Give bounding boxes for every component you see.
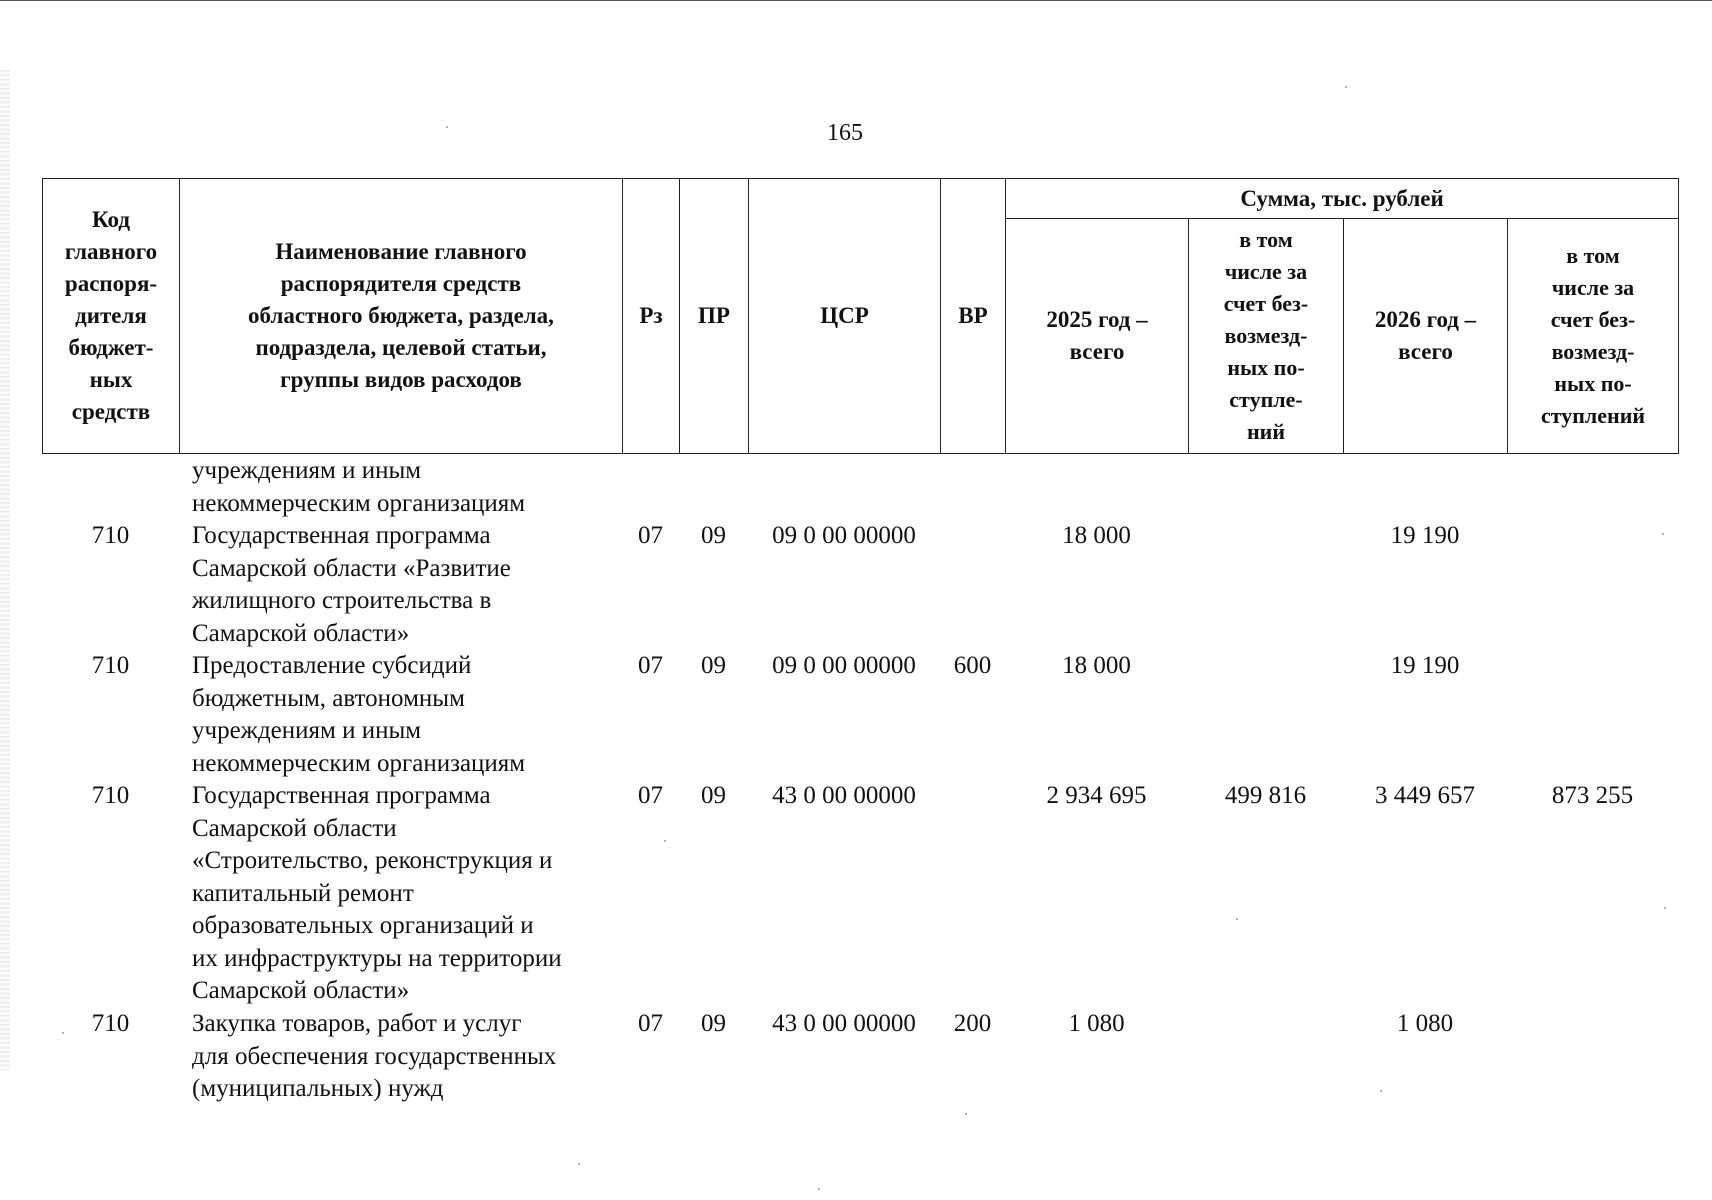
name-line: образовательных организаций и — [192, 912, 534, 939]
row-1-sum-2025: 18 000 — [1062, 522, 1131, 549]
name-line: жилищного строительства в — [192, 587, 492, 614]
scan-speck — [664, 840, 666, 842]
name-line: для обеспечения государственных — [192, 1042, 557, 1070]
row-1-name — [192, 520, 624, 650]
name-line: учреждениям и иным — [192, 457, 422, 484]
scan-speck — [62, 1032, 64, 1034]
row-2-sum-2025: 18 000 — [1062, 652, 1131, 679]
name-line: капитальный ремонт — [192, 879, 414, 907]
page-number: 165 — [827, 120, 863, 146]
row-1-pr: 09 — [701, 522, 726, 549]
row-2-name — [192, 650, 624, 780]
row-4-sum-2025: 1 080 — [1068, 1010, 1125, 1037]
scan-speck — [1345, 86, 1347, 88]
row-1-csr: 09 0 00 00000 — [772, 522, 916, 549]
header-sum-2025-free: в том числе за счет без- возмезд- ных по- ступле- ний — [1189, 219, 1344, 454]
name-line: их инфраструктуры на территории — [192, 944, 562, 972]
row-3-csr: 43 0 00 00000 — [772, 782, 916, 809]
scan-speck — [818, 1188, 820, 1190]
header-sum-group: Сумма, тыс. рублей — [1006, 179, 1679, 219]
header-csr: ЦСР — [749, 179, 941, 454]
row-4-sum-2026: 1 080 — [1396, 1010, 1454, 1037]
name-line: некоммерческим организациям — [192, 749, 526, 777]
scan-speck — [1380, 1090, 1382, 1092]
row-2-sum-2026: 19 190 — [1390, 652, 1460, 679]
header-pr: ПР — [680, 179, 749, 454]
name-line: Самарской области — [192, 814, 397, 842]
header-rz: Рз — [623, 179, 680, 454]
name-line: (муниципальных) нужд — [192, 1075, 444, 1102]
row-4-code: 710 — [91, 1010, 130, 1037]
row-4-name — [192, 1008, 624, 1106]
continuation-text — [192, 455, 624, 520]
row-3-sum-2026: 3 449 657 — [1375, 782, 1475, 809]
name-line: Самарской области» — [192, 977, 410, 1004]
header-sum-2026-total: 2026 год – всего — [1344, 219, 1508, 454]
row-3-code: 710 — [91, 782, 130, 809]
header-name: Наименование главного распорядителя средств областного бюджета, раздела, подраздела, целевой статьи, группы видов расходов — [180, 179, 623, 454]
row-4-csr: 43 0 00 00000 — [772, 1010, 916, 1037]
row-1-code: 710 — [91, 522, 130, 549]
name-line: некоммерческим организациям — [192, 489, 526, 517]
row-2-pr: 09 — [701, 652, 726, 679]
row-2-rz: 07 — [638, 652, 663, 679]
row-3-sum-2025: 2 934 695 — [1046, 782, 1147, 809]
header-sum-2026-free: в том числе за счет без- возмезд- ных по- ступлений — [1508, 219, 1679, 454]
name-line: учреждениям и иным — [192, 717, 422, 744]
row-4-rz: 07 — [638, 1010, 663, 1037]
row-3-pr: 09 — [701, 782, 726, 809]
name-line: бюджетным, автономным — [192, 684, 465, 712]
row-1-sum-2026: 19 190 — [1390, 522, 1460, 549]
row-2-vr: 600 — [953, 652, 992, 679]
row-3-rz: 07 — [638, 782, 663, 809]
scan-speck — [1662, 533, 1664, 535]
scan-speck — [446, 126, 448, 128]
name-line: Государственная программа — [192, 522, 491, 549]
name-line: Самарской области «Развитие — [192, 554, 511, 582]
scan-speck — [1664, 907, 1666, 909]
name-line: Предоставление субсидий — [192, 652, 472, 679]
row-4-pr: 09 — [701, 1010, 726, 1037]
row-1-rz: 07 — [638, 522, 663, 549]
header-sum-2025-total: 2025 год – всего — [1006, 219, 1189, 454]
row-4-vr: 200 — [953, 1010, 992, 1037]
name-line: Закупка товаров, работ и услуг — [192, 1010, 522, 1037]
header-code: Код главного распоря- дителя бюджет- ных средств — [43, 179, 180, 454]
header-vr: ВР — [941, 179, 1006, 454]
row-3-sum-2025-free: 499 816 — [1224, 782, 1307, 809]
row-2-csr: 09 0 00 00000 — [772, 652, 916, 679]
scan-speck — [578, 1163, 580, 1165]
row-3-sum-2026-free: 873 255 — [1551, 782, 1634, 809]
scan-speck — [1236, 918, 1238, 920]
name-line: Государственная программа — [192, 782, 491, 809]
name-line: Самарской области» — [192, 619, 410, 647]
scan-speck — [965, 1113, 967, 1115]
row-3-name — [192, 780, 624, 1008]
name-line: «Строительство, реконструкция и — [192, 847, 553, 874]
row-2-code: 710 — [91, 652, 130, 679]
